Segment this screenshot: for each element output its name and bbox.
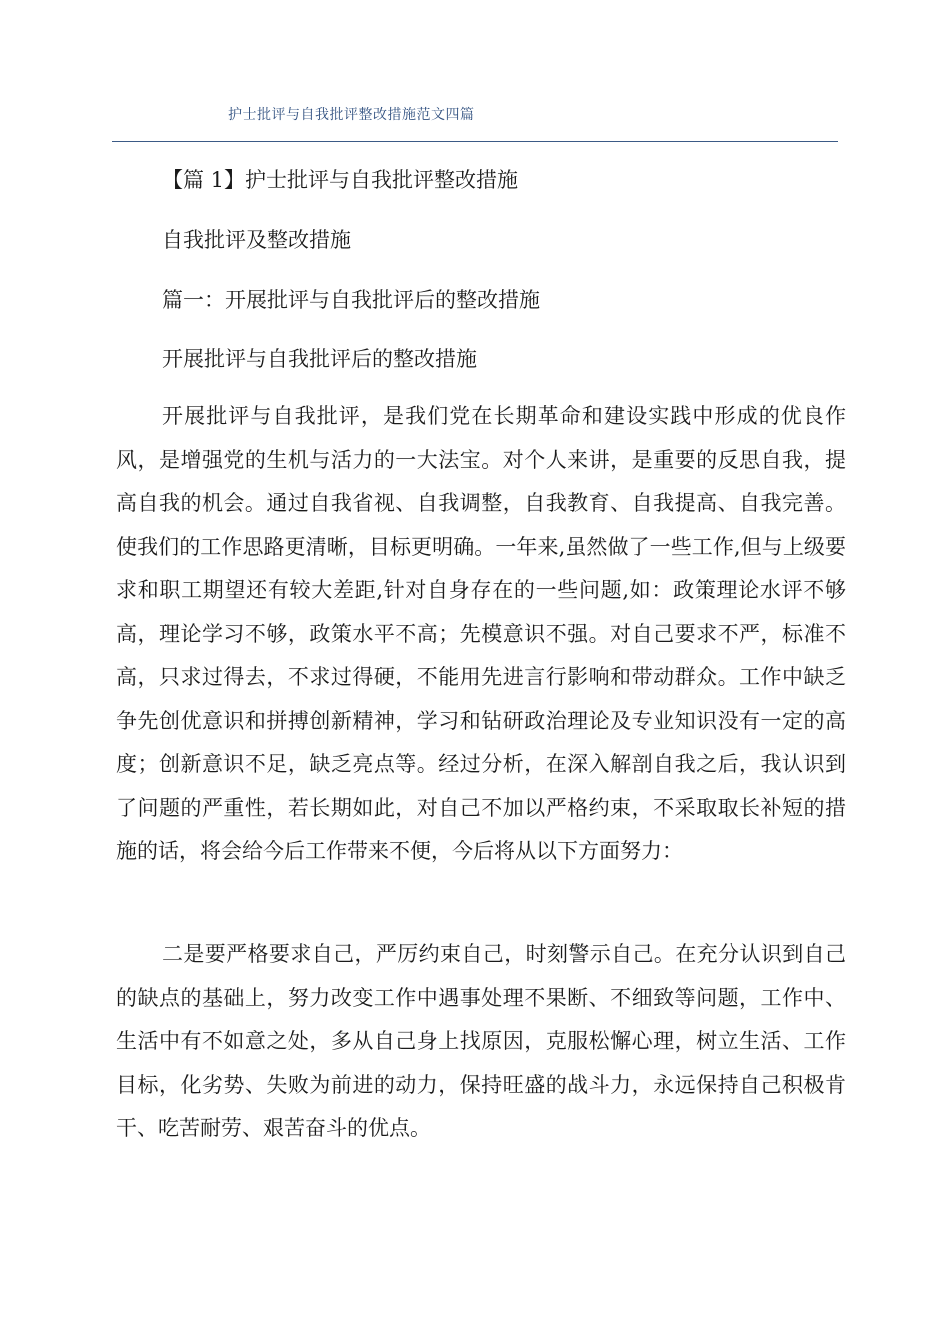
header-divider [112,141,838,142]
subheading-self-criticism: 自我批评及整改措施 [162,228,351,252]
subheading-measures: 开展批评与自我批评后的整改措施 [162,347,477,371]
section-heading: 【篇 1】护士批评与自我批评整改措施 [162,168,519,192]
body-paragraph: 开展批评与自我批评，是我们党在长期革命和建设实践中形成的优良作风，是增强党的生机与活力的一大法宝。对个人来讲，是重要的反思自我，提高自我的机会。通过自我省视、自我调整，自我教育、自我提高、自我完善。使我们的工作思路更清晰，目标更明确。一年来,虽然做了一些工作,但与上级要求和职工期望还有较大差距,针对自身存在的一些问题,如：政策理论水评不够高，理论学习不够，政策水平不高；先模意识不强。对自己要求不严，标准不高，只求过得去，不求过得硬，不能用先进言行影响和带动群众。工作中缺乏争先创优意识和拼搏创新精神，学习和钻研政治理论及专业知识没有一定的高度；创新意识不足，缺乏亮点等。经过分析，在深入解剖自我之后，我认识到了问题的严重性，若长期如此，对自己不加以严格约束，不采取取长补短的措施的话，将会给今后工作带来不便，今后将从以下方面努力： [116,404,846,863]
subheading-part-one: 篇一：开展批评与自我批评后的整改措施 [162,288,540,312]
body-paragraph: 二是要严格要求自己，严厉约束自己，时刻警示自己。在充分认识到自己的缺点的基础上，努力改变工作中遇事处理不果断、不细致等问题，工作中、生活中有不如意之处，多从自己身上找原因，克服松懈心理，树立生活、工作目标，化劣势、失败为前进的动力，保持旺盛的战斗力，永远保持自己积极肯干、吃苦耐劳、艰苦奋斗的优点。 [116,942,846,1140]
running-header-title: 护士批评与自我批评整改措施范文四篇 [228,107,475,123]
